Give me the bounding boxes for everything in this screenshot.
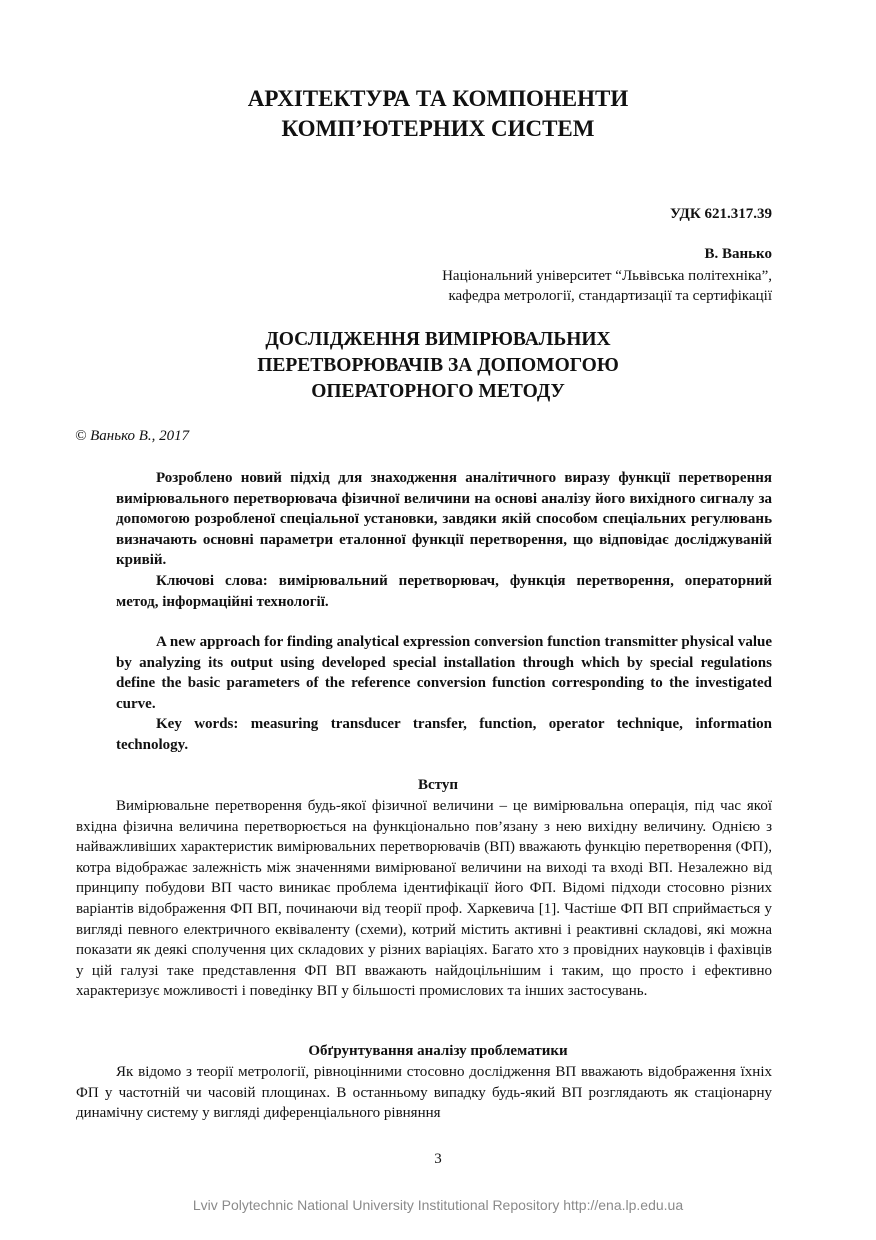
justification-body: [76, 1062, 772, 1124]
keywords-en: Key words: measuring transducer transfer, function, operator technique, information technology.: [116, 716, 772, 753]
page-number: 3: [434, 1151, 442, 1167]
author-affiliation: [442, 266, 772, 306]
abstract-ukrainian: [116, 468, 772, 612]
intro-body: [76, 796, 772, 1002]
justification-heading: Обґрунтування аналізу проблематики: [308, 1043, 568, 1059]
repository-footer: Lviv Polytechnic National University Institutional Repository http://ena.lp.edu.ua: [192, 1197, 684, 1213]
abstract-ua-text: Розроблено новий підхід для знаходження аналітичного виразу функції перетворення вимірювального перетворювача фізичної величини на основі аналізу його вихідного сигналу за допомогою розробленої спеціальної установки, завдяки якій способом спеціальних регулювань визначають основні параметри еталонної функції перетворення, що відповідає досліджуваній кривій.: [116, 470, 772, 569]
abstract-english: [116, 632, 772, 756]
section-title: [0, 84, 876, 144]
justification-paragraph: Як відомо з теорії метрології, рівноцінними стосовно дослідження ВП вважають відображення їхніх ФП у частотній чи часовій площинах. В останньому випадку будь-який ВП розглядають як стаціонарну динамічну систему у вигляді диференціального рівняння: [76, 1064, 772, 1122]
affiliation-line-2: кафедра метрології, стандартизації та сертифікації: [448, 288, 772, 304]
affiliation-line-1: Національний університет “Львівська політехніка”,: [442, 268, 772, 284]
intro-paragraph: Вимірювальне перетворення будь-якої фізичної величини – це вимірювальна операція, під час якої вхідна фізична величина перетворюється на функціонально пов’язану з нею вихідну величину. Однією з найважливіших характеристик вимірювальних перетворювачів (ВП) вважають функцію перетворення (ФП), котра відображає залежність між значеннями вимірюваної величини на виході та вході ВП. Незалежно від принципу побудови ВП часто виникає проблема ідентифікації його ФП. Відомі підходи стосовно різних варіантів відображення ФП ВП, починаючи від теорії проф. Харкевича [1]. Частіше ФП ВП сприймається у вигляді певного електричного еквіваленту (схеми), котрий містить активні і реактивні складові, які можна показати як деякі сполучення цих складових у різних варіаціях. Багато хто з провідних науковців і фахівців у цій галузі таке представлення ФП ВП вважають найдоцільнішим і таким, що просто і ефективно характеризує можливості і поведінку ВП у більшості промислових та інших застосувань.: [76, 798, 772, 1000]
paper-title-line-2: ПЕРЕТВОРЮВАЧІВ ЗА ДОПОМОГОЮ: [257, 355, 619, 376]
section-title-line-1: АРХІТЕКТУРА ТА КОМПОНЕНТИ: [247, 86, 629, 111]
intro-heading: Вступ: [418, 777, 458, 793]
abstract-en-text: A new approach for finding analytical expression conversion function transmitter physical value by analyzing its output using developed special installation through which by special regulations define the basic parameters of the reference conversion function corresponding to the investigated curve.: [116, 634, 772, 712]
paper-title-line-3: ОПЕРАТОРНОГО МЕТОДУ: [311, 381, 565, 402]
section-title-line-2: КОМП’ЮТЕРНИХ СИСТЕМ: [281, 116, 595, 141]
paper-title: [0, 327, 876, 405]
udc-code: УДК 621.317.39: [670, 206, 772, 222]
keywords-ua: Ключові слова: вимірювальний перетворювач, функція перетворення, операторний метод, інформаційні технології.: [116, 572, 772, 610]
copyright-notice: © Ванько В., 2017: [75, 428, 190, 444]
paper-title-line-1: ДОСЛІДЖЕННЯ ВИМІРЮВАЛЬНИХ: [265, 329, 611, 350]
author-name: В. Ванько: [704, 246, 772, 262]
